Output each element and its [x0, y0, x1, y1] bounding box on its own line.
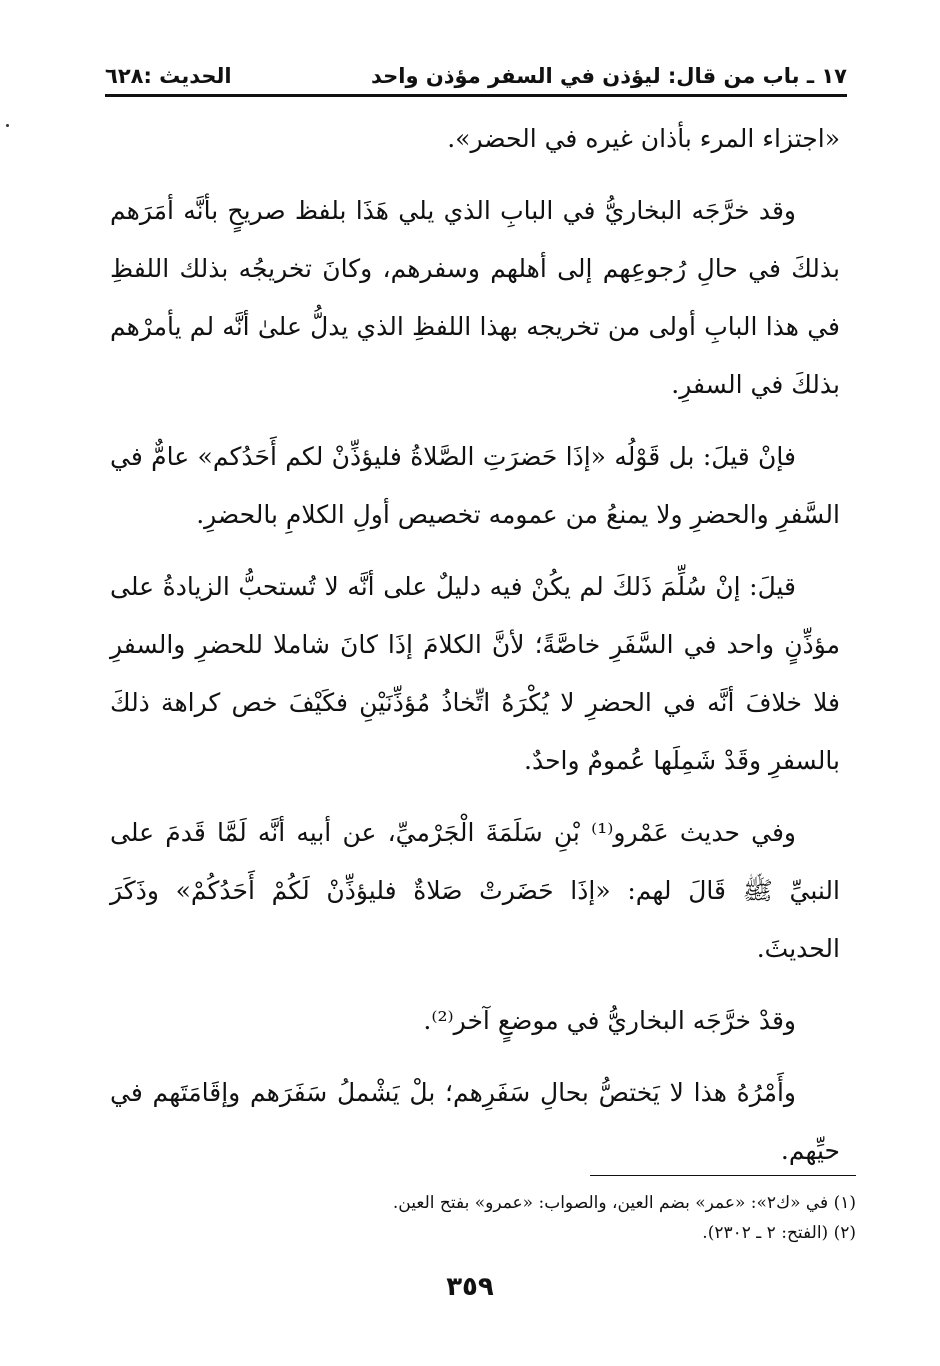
hadith-reference: الحديث :٦٢٨: [105, 64, 232, 88]
header-rule: [105, 94, 847, 97]
paragraph: قيلَ: إنْ سُلِّمَ ذَلكَ لم يكُنْ فيه دليلٌ على أنَّه لا تُستحبُّ الزيادةُ على مؤذِّنٍ واحد في السَّفَرِ خاصَّةً؛ لأنَّ الكلامَ إذَا كانَ شاملا للحضرِ والسفرِ فلا خلافَ أنَّه في الحضرِ لا يُكْرَهُ اتِّخاذُ مُؤذِّنَيْنِ فكَيْفَ خص كراهة ذلكَ بالسفرِ وقَدْ شَمِلَها عُمومٌ واحدٌ.: [110, 572, 840, 775]
paragraph: فإنْ قيلَ: بل قَوْلُه «إذَا حَضرَتِ الصَّلاةُ فليؤذِّنْ لكم أَحَدُكم» عامٌّ في السَّفرِ والحضرِ ولا يمنعُ من عمومه تخصيص أولِ الكلامِ بالحضرِ.: [110, 442, 840, 529]
footnote: (٢) (الفتح: ٢ ـ ٢٣٠٢).: [702, 1223, 856, 1243]
running-header: [105, 54, 847, 88]
page-number: ٣٥٩: [446, 1272, 494, 1302]
scan-speck: [6, 124, 9, 127]
footnote-rule: [590, 1175, 856, 1176]
footnotes: [300, 1188, 856, 1248]
paragraph: وأَمْرُهُ هذا لا يَختصُّ بحالِ سَفَرِهم؛ بلْ يَشْملُ سَفَرَهم وإقَامَتَهم في حيِّهم.: [110, 1078, 840, 1165]
paragraph: وقدْ خرَّجَه البخاريُّ في موضعٍ آخر⁽²⁾.: [423, 1006, 796, 1035]
paragraph: وفي حديث عَمْرو⁽¹⁾ بْنِ سَلَمَةَ الْجَرْميِّ، عن أبيه أنَّه لَمَّا قَدمَ على النبيِّ ﷺ قَالَ لهم: «إذَا حَضَرتْ صَلاةٌ فليؤذِّنْ لَكُمْ أَحَدُكُمْ» وذَكَرَ الحديثَ.: [110, 818, 840, 963]
main-text: [110, 110, 840, 1194]
footnote: (١) في «ك٢»: «عمر» بضم العين، والصواب: «عمرو» بفتح العين.: [392, 1193, 856, 1213]
paragraph: «اجتزاء المرء بأذان غيره في الحضر».: [447, 124, 840, 153]
chapter-title: ١٧ ـ باب من قال: ليؤذن في السفر مؤذن واحد: [371, 64, 847, 88]
paragraph: وقد خرَّجَه البخاريُّ في البابِ الذي يلي هَذَا بلفظ صريحٍ بأنَّه أمَرَهم بذلكَ في حالِ رُجوعِهم إلى أهلهم وسفرهم، وكانَ تخريجُه بذلك اللفظِ في هذا البابِ أولى من تخريجه بهذا اللفظِ الذي يدلُّ علىٰ أنَّه لم يأمرْهم بذلكَ في السفرِ.: [110, 196, 840, 399]
